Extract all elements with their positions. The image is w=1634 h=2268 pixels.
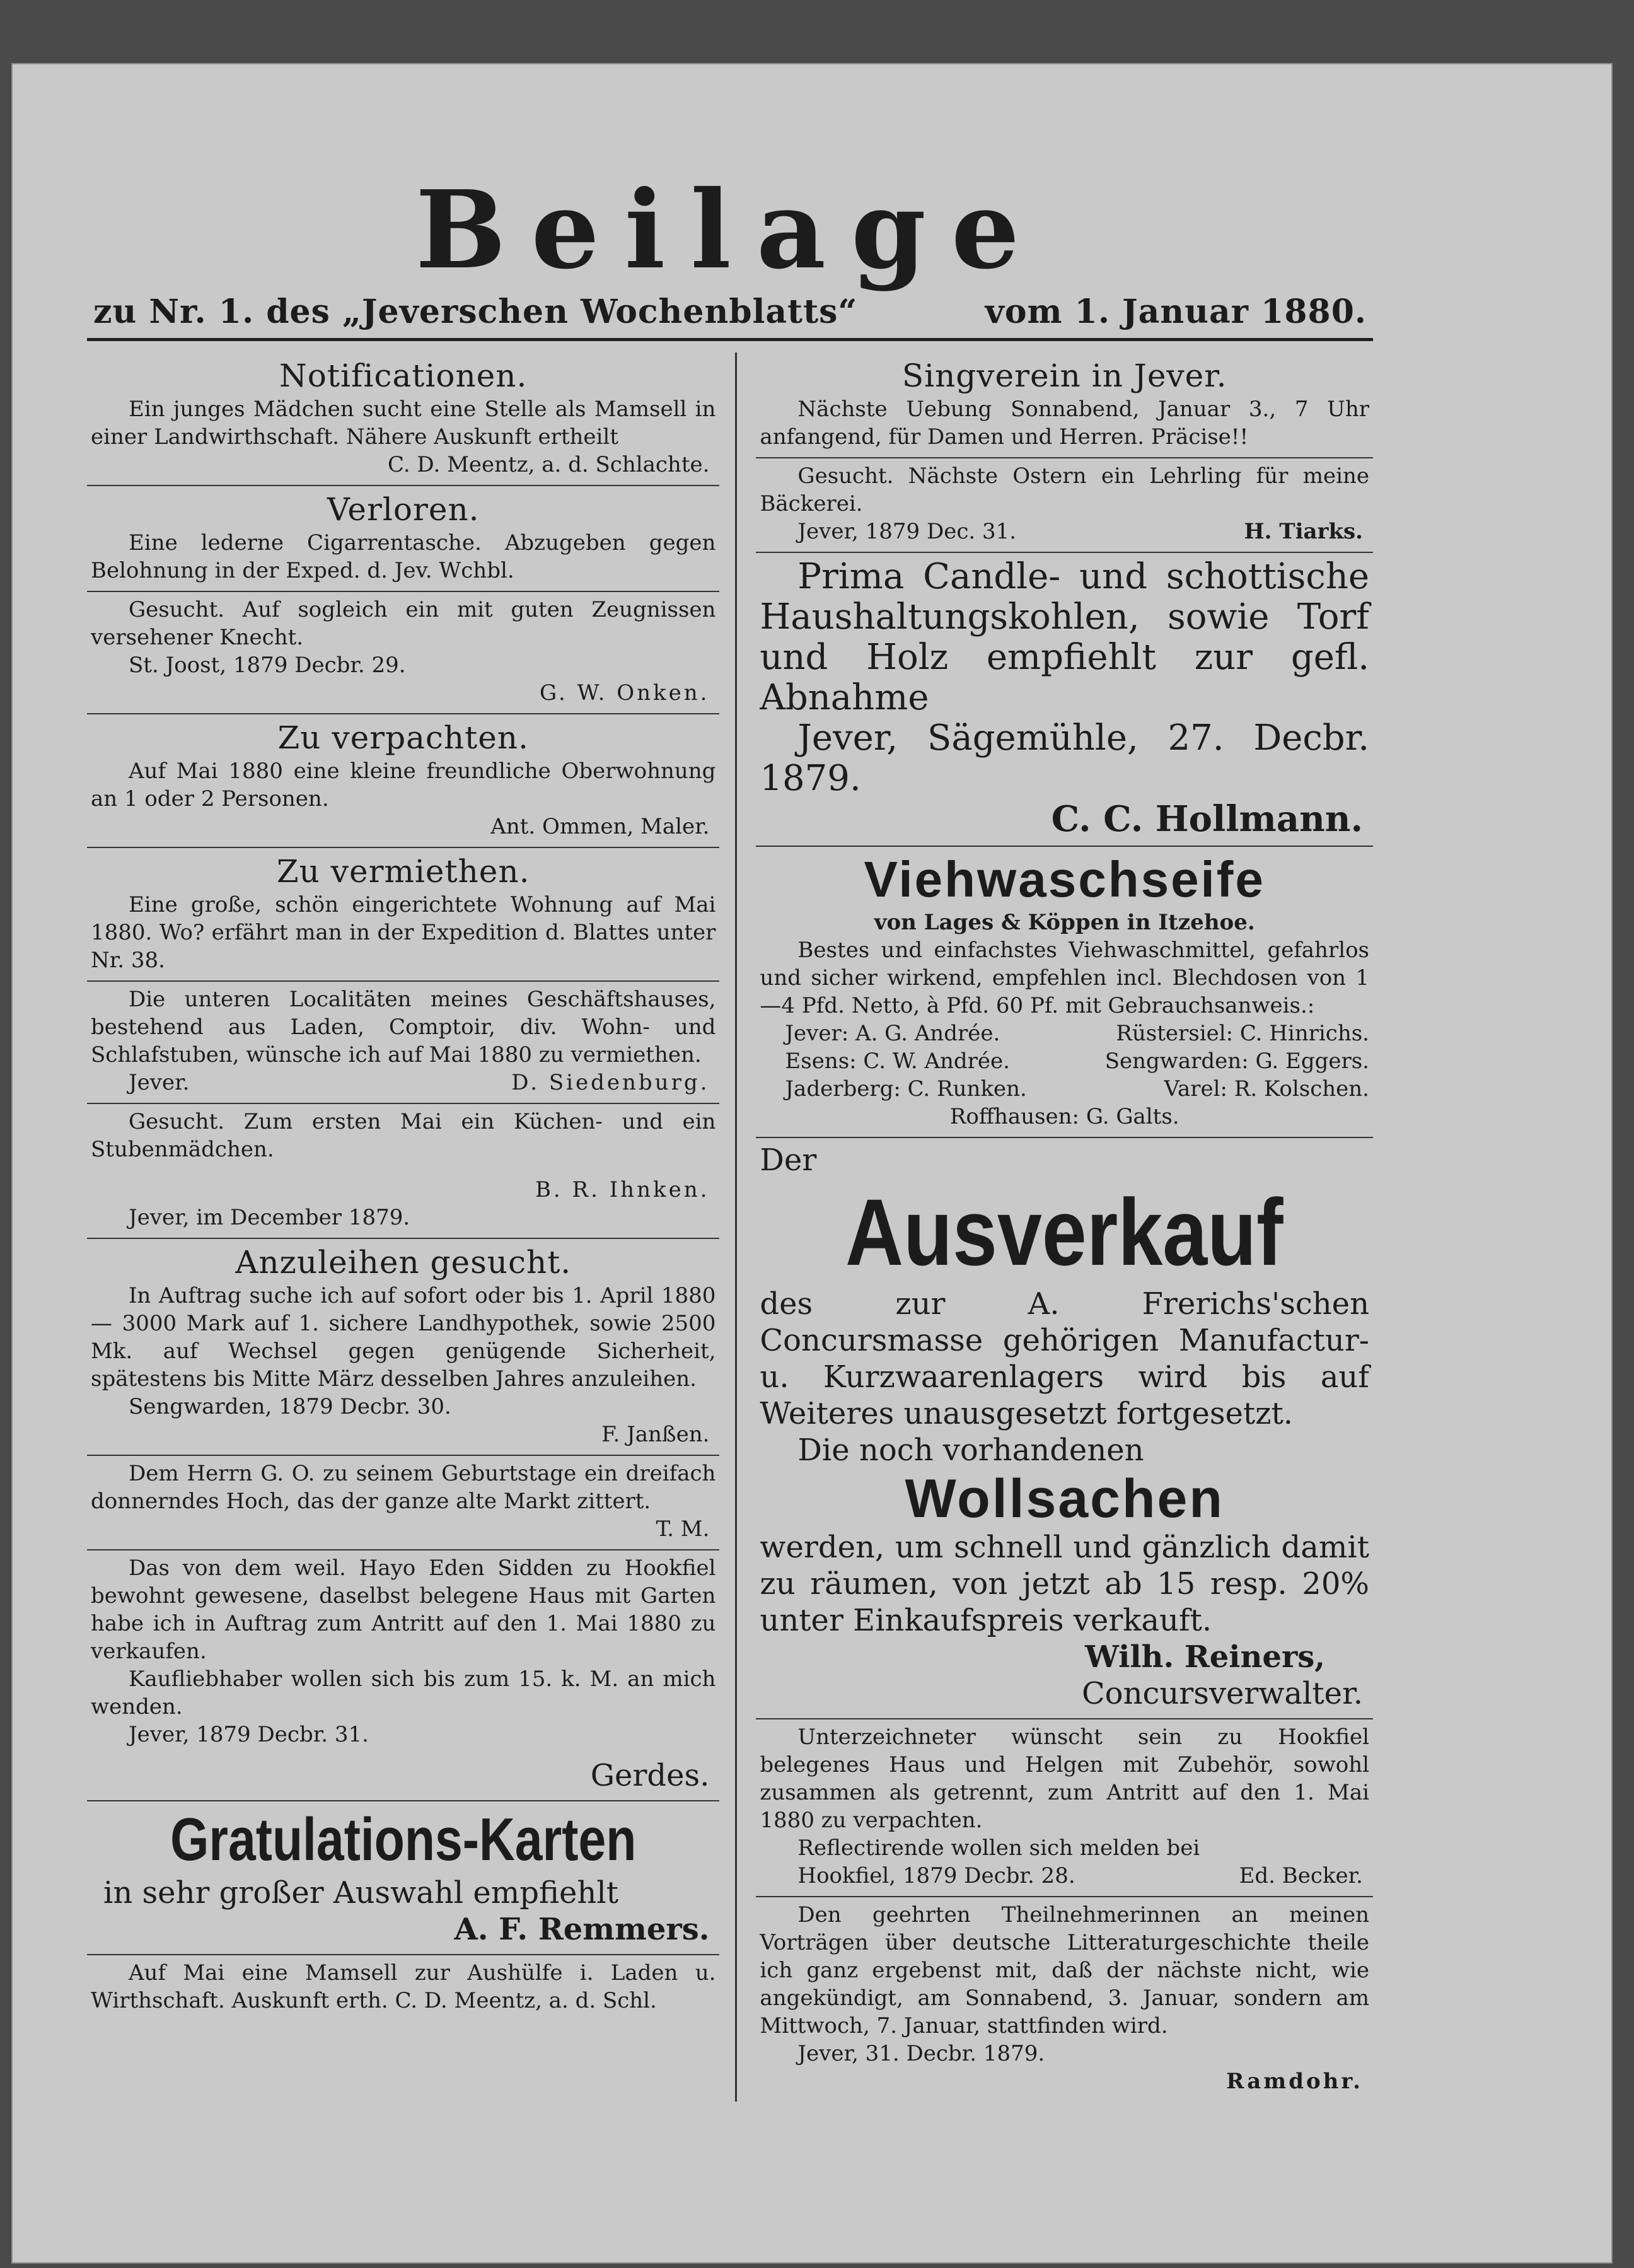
ad-heading: Gratulations-Karten bbox=[170, 1806, 637, 1873]
ad-text: Prima Candle- und schottische Haushaltungskohlen, sowie Torf und Holz empfiehlt zur gefl. Abnahme bbox=[760, 556, 1369, 718]
ad-text: Bestes und einfachstes Viehwaschmittel, gefahrlos und sicher wirkend, empfehlen incl. Blechdosen von 1—4 Pfd. Netto, à Pfd. 60 Pf. mit Gebrauchsanweis.: bbox=[760, 938, 1369, 1018]
dealer: Esens: C. W. Andrée. bbox=[785, 1049, 1010, 1074]
ad-date: Hookfiel, 1879 Decbr. 28. bbox=[797, 1863, 1075, 1888]
dealer-row bbox=[760, 1075, 1369, 1103]
ad-place: Jever. bbox=[129, 1070, 190, 1095]
ad-notificationen bbox=[87, 352, 719, 486]
ad-signature: Ramdohr. bbox=[1226, 2069, 1363, 2094]
ad-text-2: Reflectirende wollen sich melden bei bbox=[797, 1835, 1200, 1861]
ad-signature-role: Concursverwalter. bbox=[1081, 1676, 1363, 1711]
ad-kohlen bbox=[756, 553, 1373, 847]
ad-signature: Ant. Ommen, Maler. bbox=[490, 814, 710, 839]
ad-localitaeten bbox=[87, 982, 719, 1104]
ad-kuechen bbox=[87, 1104, 719, 1239]
ad-footer bbox=[760, 518, 1369, 545]
ad-pre: Der bbox=[760, 1143, 817, 1178]
ad-text-2: Kaufliebhaber wollen sich bis zum 15. k. M. an mich wenden. bbox=[91, 1666, 716, 1719]
ad-signature: T. M. bbox=[656, 1516, 710, 1542]
ad-heading: Viehwaschseife bbox=[864, 851, 1265, 907]
ad-date: Jever, 1879 Decbr. 31. bbox=[129, 1722, 369, 1747]
ad-text: Unterzeichneter wünscht sein zu Hookfiel belegenes Haus und Helgen mit Zubehör, sowohl zusammen als getrennt, zum Antritt auf den 1. Mai 1880 zu verpachten. bbox=[760, 1724, 1369, 1833]
ad-signature: G. W. Onken. bbox=[540, 680, 710, 706]
ad-ausverkauf bbox=[756, 1138, 1373, 1719]
ad-date: Jever, 31. Decbr. 1879. bbox=[797, 2041, 1045, 2066]
ad-signature: D. Siedenburg. bbox=[511, 1070, 710, 1095]
ad-text: des zur A. Frerichs'schen Concursmasse gehörigen Manufactur- u. Kurzwaarenlagers wird bis auf Weiteres unausgesetzt fortgesetzt. bbox=[760, 1286, 1369, 1431]
ad-date: St. Joost, 1879 Decbr. 29. bbox=[129, 653, 406, 678]
issue-date: vom 1. Januar 1880. bbox=[985, 293, 1367, 331]
ad-heading: Zu verpachten. bbox=[277, 719, 529, 756]
ad-signature: C. D. Meentz, a. d. Schlachte. bbox=[388, 452, 710, 477]
ad-signature: A. F. Remmers. bbox=[454, 1912, 710, 1947]
ad-heading: Notificationen. bbox=[279, 358, 528, 394]
ad-knecht bbox=[87, 592, 719, 714]
ad-signature: Wilh. Reiners, bbox=[1085, 1639, 1325, 1675]
ad-text: Auf Mai eine Mamsell zur Aushülfe i. Laden u. Wirthschaft. Auskunft erth. C. D. Meentz, a. d. Schl. bbox=[91, 1960, 716, 2013]
ad-maker: von Lages & Köppen in Itzehoe. bbox=[874, 910, 1255, 935]
ad-lehrling bbox=[756, 458, 1373, 553]
ad-text-2: Die noch vorhandenen bbox=[797, 1433, 1144, 1468]
dealer: Varel: R. Kolschen. bbox=[1164, 1076, 1369, 1102]
ad-mamsell bbox=[87, 1955, 719, 2021]
right-column bbox=[737, 352, 1373, 2102]
issue-line bbox=[87, 290, 1373, 341]
dealer: Jaderberg: C. Runken. bbox=[785, 1076, 1027, 1102]
ad-text: Ein junges Mädchen sucht eine Stelle als Mamsell in einer Landwirthschaft. Nähere Auskunft ertheilt bbox=[91, 397, 716, 450]
ad-anleihen bbox=[87, 1239, 719, 1456]
ad-text: in sehr großer Auswahl empfiehlt bbox=[103, 1875, 618, 1910]
ad-footer bbox=[760, 1862, 1369, 1890]
ad-signature: Ed. Becker. bbox=[1239, 1863, 1363, 1888]
dealer: Roffhausen: G. Galts. bbox=[949, 1104, 1179, 1129]
ad-signature: C. C. Hollmann. bbox=[1051, 798, 1363, 840]
ad-helgen bbox=[756, 1719, 1373, 1897]
ad-heading-2: Wollsachen bbox=[905, 1468, 1224, 1529]
ad-gratulation bbox=[87, 1801, 719, 1955]
ad-text: Den geehrten Theilnehmerinnen an meinen Vorträgen über deutsche Litteraturgeschichte theile ich ganz ergebenst mit, daß der nächste nicht, wie angekündigt, am Sonnabend, 3. Januar, sondern am Mittwoch, 7. Januar, stattfinden wird. bbox=[760, 1902, 1369, 2038]
issue-ref: zu Nr. 1. des „Jeverschen Wochenblatts“ bbox=[93, 293, 858, 331]
dealer: Jever: A. G. Andrée. bbox=[785, 1021, 1000, 1046]
ad-date: Jever, 1879 Dec. 31. bbox=[797, 519, 1017, 544]
ad-signature: Gerdes. bbox=[590, 1758, 710, 1793]
ad-text-3: werden, um schnell und gänzlich damit zu räumen, von jetzt ab 15 resp. 20% unter Einkaufspreis verkauft. bbox=[760, 1530, 1369, 1638]
ad-geburtstag bbox=[87, 1456, 719, 1550]
ad-date: Jever, im December 1879. bbox=[129, 1205, 410, 1230]
ad-text: Auf Mai 1880 eine kleine freundliche Oberwohnung an 1 oder 2 Personen. bbox=[91, 759, 716, 811]
columns bbox=[87, 352, 1373, 2102]
ad-haus bbox=[87, 1550, 719, 1801]
ad-signature: B. R. Ihnken. bbox=[535, 1177, 710, 1202]
ad-date: Jever, Sägemühle, 27. Decbr. 1879. bbox=[760, 718, 1369, 799]
newspaper-page bbox=[11, 63, 1613, 2264]
ad-heading: Ausverkauf bbox=[845, 1179, 1283, 1285]
ad-heading: Anzuleihen gesucht. bbox=[235, 1244, 572, 1281]
page-content bbox=[87, 167, 1373, 2102]
ad-text: Nächste Uebung Sonnabend, Januar 3., 7 Uhr anfangend, für Damen und Herren. Präcise!! bbox=[760, 397, 1369, 450]
ad-text: Gesucht. Nächste Ostern ein Lehrling für meine Bäckerei. bbox=[760, 463, 1369, 516]
ad-vermiethen bbox=[87, 848, 719, 982]
ad-text: Das von dem weil. Hayo Eden Sidden zu Hookfiel bewohnt gewesene, daselbst belegene Haus mit Garten habe ich in Auftrag zum Antritt auf den 1. Mai 1880 zu verkaufen. bbox=[91, 1556, 716, 1664]
page-title: Beilage bbox=[415, 167, 1045, 293]
ad-text: Gesucht. Auf sogleich ein mit guten Zeugnissen versehener Knecht. bbox=[91, 597, 716, 650]
ad-signature: H. Tiarks. bbox=[1244, 519, 1363, 544]
ad-text: Gesucht. Zum ersten Mai ein Küchen- und ein Stubenmädchen. bbox=[91, 1109, 716, 1162]
ad-heading: Zu vermiethen. bbox=[276, 853, 530, 890]
dealer: Rüstersiel: C. Hinrichs. bbox=[1116, 1021, 1369, 1046]
ad-text: Eine große, schön eingerichtete Wohnung auf Mai 1880. Wo? erfährt man in der Expedition d. Blattes unter Nr. 38. bbox=[91, 892, 716, 973]
ad-viehwaschseife bbox=[756, 847, 1373, 1138]
ad-text: Die unteren Localitäten meines Geschäftshauses, bestehend aus Laden, Comptoir, div. Wohn- und Schlafstuben, wünsche ich auf Mai 1880 zu vermiethen. bbox=[91, 987, 716, 1067]
ad-heading: Singverein in Jever. bbox=[901, 358, 1227, 394]
dealer-row bbox=[760, 1020, 1369, 1047]
ad-text: Eine lederne Cigarrentasche. Abzugeben gegen Belohnung in der Exped. d. Jev. Wchbl. bbox=[91, 530, 716, 583]
ad-heading: Verloren. bbox=[327, 491, 480, 528]
ad-text: Dem Herrn G. O. zu seinem Geburtstage ein dreifach donnerndes Hoch, das der ganze alte Markt zittert. bbox=[91, 1461, 716, 1514]
ad-verpachten bbox=[87, 714, 719, 848]
dealer-row bbox=[760, 1047, 1369, 1075]
ad-vortraege bbox=[756, 1897, 1373, 2102]
ad-date: Sengwarden, 1879 Decbr. 30. bbox=[129, 1394, 451, 1419]
ad-text: In Auftrag suche ich auf sofort oder bis 1. April 1880 — 3000 Mark auf 1. sichere Landhypothek, sowie 2500 Mk. auf Wechsel gegen genügende Sicherheit, spätestens bis Mitte März desselben Jahres anzuleihen. bbox=[91, 1283, 716, 1392]
dealer: Sengwarden: G. Eggers. bbox=[1104, 1049, 1369, 1074]
ad-footer bbox=[91, 1069, 716, 1096]
left-column bbox=[87, 352, 737, 2102]
ad-signature: F. Janßen. bbox=[601, 1422, 710, 1447]
ad-singverein bbox=[756, 352, 1373, 458]
ad-verloren bbox=[87, 486, 719, 592]
